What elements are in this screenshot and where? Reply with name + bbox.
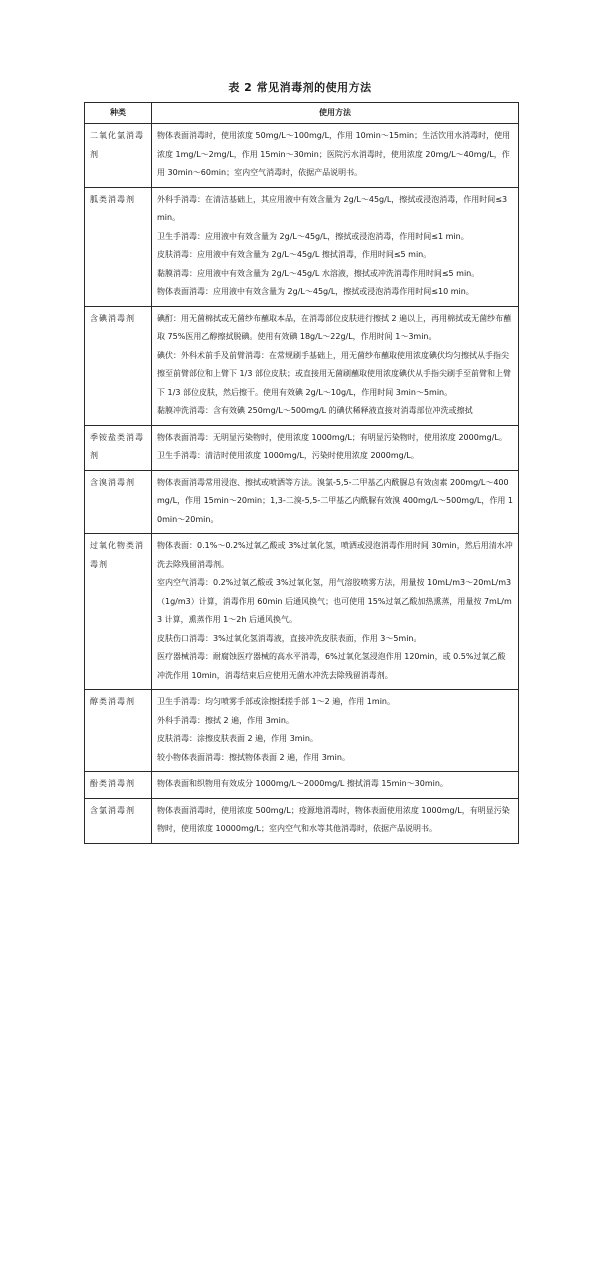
category-cell: 酚类消毒剂 (85, 772, 152, 799)
disinfectant-usage-table (84, 102, 519, 844)
usage-paragraph: 皮肤伤口消毒：3%过氧化氢消毒液，直接冲洗皮肤表面，作用 3～5min。 (157, 633, 422, 643)
usage-paragraph: 卫生手消毒：均匀喷雾手部或涂擦揉搓手部 1～2 遍，作用 1min。 (157, 697, 395, 706)
usage-paragraph: 卫生手消毒：清洁时使用浓度 1000mg/L，污染时使用浓度 2000mg/L。 (157, 451, 419, 460)
category-cell: 过氧化物类消毒剂 (85, 534, 152, 690)
category-cell: 含碘消毒剂 (85, 306, 152, 425)
usage-paragraph: 物体表面和织物用有效成分 1000mg/L～2000mg/L 擦拭消毒 15min～30min。 (157, 779, 448, 788)
category-cell: 季铵盐类消毒剂 (85, 425, 152, 470)
table-header-row (85, 103, 519, 124)
usage-paragraph: 外科手消毒：擦拭 2 遍，作用 3min。 (157, 715, 294, 725)
usage-paragraph: 卫生手消毒：应用液中有效含量为 2g/L～45g/L，擦拭或浸泡消毒，作用时间≤1 min。 (157, 231, 469, 241)
usage-cell (152, 124, 519, 188)
usage-cell (152, 306, 519, 425)
table-row (85, 425, 519, 470)
usage-paragraph: 碘伏：外科术前手及前臂消毒：在常规刷手基础上，用无菌纱布蘸取使用浓度碘伏均匀擦拭从手指尖擦至前臂部位和上臂下 1/3 部位皮肤；或直接用无菌刷蘸取使用浓度碘伏从手指尖刷手至前臂和上臂下 1/3 部位皮肤，然后擦干。使用有效碘 2g/L～10g/L，作用时间 3min～5min。 (157, 350, 511, 397)
usage-paragraph: 物体表面消毒常用浸泡、擦拭或喷洒等方法。溴氯-5,5-二甲基乙内酰脲总有效卤素 200mg/L～400mg/L，作用 15min～20min；1,3-二溴-5,5-二甲基乙内酰脲有效溴 400mg/L～500mg/L，作用 10min～20min。 (157, 477, 513, 524)
usage-paragraph: 物体表面消毒时，使用浓度 500mg/L；疫源地消毒时，物体表面使用浓度 1000mg/L，有明显污染物时，使用浓度 10000mg/L；室内空气和水等其他消毒时，依据产品说明书。 (157, 805, 510, 833)
usage-paragraph: 外科手消毒：在清洁基础上，其应用液中有效含量为 2g/L～45g/L，擦拭或浸泡消毒，作用时间≤3 min。 (157, 194, 508, 222)
category-cell: 胍类消毒剂 (85, 187, 152, 306)
usage-paragraph: 较小物体表面消毒：擦拭物体表面 2 遍，作用 3min。 (157, 752, 350, 762)
category-cell: 含氯消毒剂 (85, 798, 152, 843)
usage-paragraph: 碘酊：用无菌棉拭或无菌纱布蘸取本品，在消毒部位皮肤进行擦拭 2 遍以上，再用棉拭或无菌纱布蘸取 75%医用乙醇擦拭脱碘。使用有效碘 18g/L～22g/L，作用时间 1～3min。 (157, 313, 512, 341)
table-row (85, 470, 519, 534)
table-row (85, 534, 519, 690)
usage-paragraph: 物体表面：0.1%～0.2%过氧乙酸或 3%过氧化氢，喷洒或浸泡消毒作用时间 30min，然后用清水冲洗去除残留消毒剂。 (157, 541, 513, 569)
usage-paragraph: 室内空气消毒：0.2%过氧乙酸或 3%过氧化氢，用气溶胶喷雾方法，用量按 10mL/m3～20mL/m3（1g/m3）计算，消毒作用 60min 后通风换气；也可使用 15%过氧乙酸加热熏蒸，用量按 7mL/m3 计算，熏蒸作用 1～2h 后通风换气。 (157, 578, 512, 624)
header-usage: 使用方法 (152, 103, 519, 124)
usage-paragraph: 物体表面消毒：应用液中有效含量为 2g/L～45g/L，擦拭或浸泡消毒作用时间≤10 min。 (157, 287, 474, 296)
usage-paragraph: 黏膜冲洗消毒：含有效碘 250mg/L～500mg/L 的碘伏稀释液直接对消毒部位冲洗或擦拭 (157, 406, 473, 415)
usage-cell (152, 187, 519, 306)
table-body (85, 124, 519, 844)
category-cell: 二氧化氯消毒剂 (85, 124, 152, 188)
table-row (85, 187, 519, 306)
table-row (85, 798, 519, 843)
usage-paragraph: 物体表面消毒：无明显污染物时，使用浓度 1000mg/L；有明显污染物时，使用浓度 2000mg/L。 (157, 432, 507, 442)
table-row (85, 306, 519, 425)
usage-paragraph: 医疗器械消毒：耐腐蚀医疗器械的高水平消毒，6%过氧化氢浸泡作用 120min，或 0.5%过氧乙酸冲洗作用 10min，消毒结束后应使用无菌水冲洗去除残留消毒剂。 (157, 652, 506, 680)
usage-paragraph: 皮肤消毒：涂擦皮肤表面 2 遍，作用 3min。 (157, 734, 318, 743)
table-row (85, 772, 519, 799)
usage-paragraph: 物体表面消毒时，使用浓度 50mg/L～100mg/L，作用 10min～15min；生活饮用水消毒时，使用浓度 1mg/L～2mg/L，作用 15min～30min；医院污水消毒时，使用浓度 20mg/L～40mg/L，作用 30min～60min；室内空气消毒时，依据产品说明书。 (157, 131, 511, 177)
category-cell: 醇类消毒剂 (85, 690, 152, 772)
table-row (85, 690, 519, 772)
usage-cell (152, 425, 519, 470)
usage-cell (152, 690, 519, 772)
usage-cell (152, 772, 519, 799)
usage-cell (152, 470, 519, 534)
category-cell: 含溴消毒剂 (85, 470, 152, 534)
usage-paragraph: 黏膜消毒：应用液中有效含量为 2g/L～45g/L 水溶液，擦拭或冲洗消毒作用时间≤5 min。 (157, 268, 480, 278)
usage-cell (152, 534, 519, 690)
header-category: 种类 (85, 103, 152, 124)
table-row (85, 124, 519, 188)
usage-paragraph: 皮肤消毒：应用液中有效含量为 2g/L～45g/L 擦拭消毒，作用时间≤5 min。 (157, 250, 432, 259)
table-title: 表 2 常见消毒剂的使用方法 (228, 81, 372, 94)
usage-cell (152, 798, 519, 843)
